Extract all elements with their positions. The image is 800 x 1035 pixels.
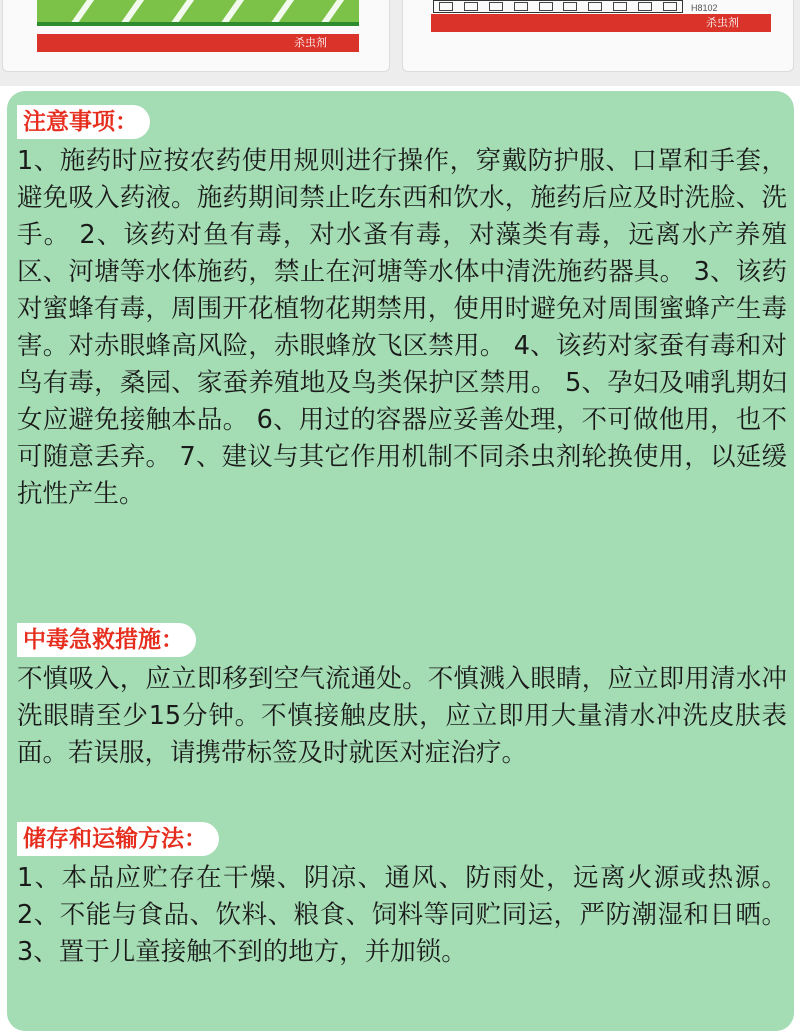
pictogram-icon xyxy=(613,2,627,11)
first-aid-text: 不慎吸入，应立即移到空气流通处。不慎溅入眼睛，应立即用清水冲洗眼睛至少15分钟。不慎接触皮肤，应立即用大量清水冲洗皮肤表面。若误服，请携带标签及时就医对症治疗。 xyxy=(17,664,787,768)
product-code: H8102 xyxy=(691,3,718,13)
pictogram-icon xyxy=(588,2,602,11)
safety-pictograms xyxy=(433,0,683,13)
packet-category-bar: 杀虫剂 xyxy=(37,34,359,52)
precautions-heading: 注意事项： xyxy=(17,105,150,139)
precautions-section xyxy=(17,105,787,513)
storage-heading: 储存和运输方法： xyxy=(17,822,219,856)
packet-category-bar: 杀虫剂 xyxy=(431,14,771,32)
pictogram-icon xyxy=(638,2,652,11)
pictogram-icon xyxy=(439,2,453,11)
storage-section xyxy=(17,822,787,971)
product-packet-left xyxy=(2,0,390,72)
pictogram-icon xyxy=(539,2,553,11)
product-packet-right xyxy=(402,0,794,72)
first-aid-heading: 中毒急救措施： xyxy=(17,623,196,657)
storage-text: 1、本品应贮存在干燥、阴凉、通风、防雨处，远离火源或热源。 2、不能与食品、饮料、粮食、饲料等同贮同运，严防潮湿和日晒。 3、置于儿童接触不到的地方，并加锁。 xyxy=(17,863,787,967)
pictogram-icon xyxy=(663,2,677,11)
pictogram-icon xyxy=(464,2,478,11)
packet-green-panel xyxy=(37,0,359,26)
pictogram-icon xyxy=(489,2,503,11)
pictogram-icon xyxy=(514,2,528,11)
first-aid-section xyxy=(17,623,787,772)
precautions-text: 1、施药时应按农药使用规则进行操作，穿戴防护服、口罩和手套，避免吸入药液。施药期间禁止吃东西和饮水，施药后应及时洗脸、洗手。 2、该药对鱼有毒，对水蚤有毒，对藻类有毒，远离水产养殖区、河塘等水体施药，禁止在河塘等水体中清洗施药器具。 3、该药对蜜蜂有毒，周围开花植物花期禁用，使用时避免对周围蜜蜂产生毒害。对赤眼蜂高风险，赤眼蜂放飞区禁用。 4、该药对家蚕有毒和对鸟有毒，桑园、家蚕养殖地及鸟类保护区禁用。 5、孕妇及哺乳期妇女应避免接触本品。 6、用过的容器应妥善处理，不可做他用，也不可随意丢弃。 7、建议与其它作用机制不同杀虫剂轮换使用，以延缓抗性产生。 xyxy=(17,146,787,509)
product-photo-strip xyxy=(0,0,800,86)
pictogram-icon xyxy=(563,2,577,11)
instruction-card xyxy=(7,91,794,1031)
